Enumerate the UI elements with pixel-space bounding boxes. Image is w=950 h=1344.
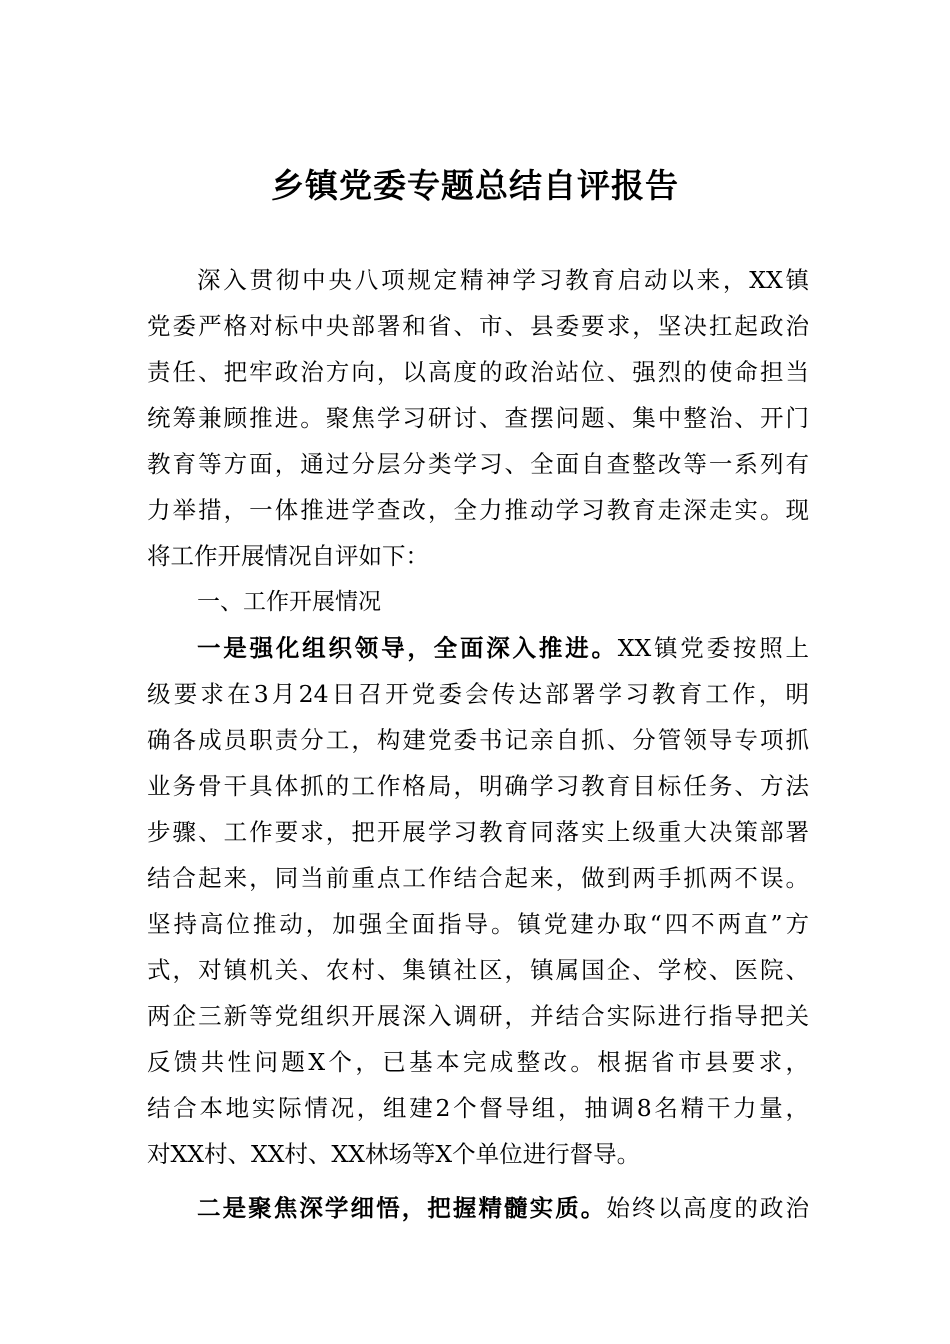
point1-rest: XX镇党委按照上 bbox=[617, 634, 809, 662]
point1-line: 两企三新等党组织开展深入调研，并结合实际进行指导把关 bbox=[147, 1002, 809, 1030]
point1-line: 坚持高位推动，加强全面指导。镇党建办取“四不两直”方 bbox=[147, 910, 809, 938]
point1-line: 反馈共性问题X个，已基本完成整改。根据省市县要求， bbox=[147, 1048, 809, 1076]
point1-first-line bbox=[147, 625, 809, 671]
point1-line: 结合起来，同当前重点工作结合起来，做到两手抓两不误。 bbox=[147, 864, 809, 892]
point1-line: 业务骨干具体抓的工作格局，明确学习教育目标任务、方法 bbox=[147, 772, 809, 800]
intro-line: 教育等方面，通过分层分类学习、全面自查整改等一系列有 bbox=[147, 450, 809, 478]
point1-line: 对XX村、XX村、XX林场等X个单位进行督导。 bbox=[147, 1140, 641, 1168]
point1-line: 步骤、工作要求，把开展学习教育同落实上级重大决策部署 bbox=[147, 818, 809, 846]
document-body bbox=[147, 257, 809, 1231]
intro-line: 力举措，一体推进学查改，全力推动学习教育走深走实。现 bbox=[147, 496, 809, 524]
point1-lead: 一是强化组织领导，全面深入推进。 bbox=[197, 634, 618, 662]
intro-line: 责任、把牢政治方向，以高度的政治站位、强烈的使命担当 bbox=[147, 358, 809, 386]
point1-line: 结合本地实际情况，组建2个督导组，抽调8名精干力量， bbox=[147, 1094, 809, 1122]
document-title: 乡镇党委专题总结自评报告 bbox=[271, 166, 679, 205]
point2-rest: 始终以高度的政治 bbox=[606, 1194, 809, 1222]
point1-line: 级要求在3月24日召开党委会传达部署学习教育工作，明 bbox=[147, 680, 809, 708]
intro-line: 将工作开展情况自评如下： bbox=[147, 542, 429, 570]
point1-line: 式，对镇机关、农村、集镇社区，镇属国企、学校、医院、 bbox=[147, 956, 809, 984]
intro-line: 深入贯彻中央八项规定精神学习教育启动以来，XX镇 bbox=[197, 266, 809, 294]
point2-first-line bbox=[147, 1185, 809, 1231]
intro-line: 党委严格对标中央部署和省、市、县委要求，坚决扛起政治 bbox=[147, 312, 809, 340]
point1-line: 确各成员职责分工，构建党委书记亲自抓、分管领导专项抓 bbox=[147, 726, 809, 754]
point2-lead: 二是聚焦深学细悟，把握精髓实质。 bbox=[197, 1194, 607, 1222]
intro-line: 统筹兼顾推进。聚焦学习研讨、查摆问题、集中整治、开门 bbox=[147, 404, 809, 432]
section-heading: 一、工作开展情况 bbox=[197, 589, 381, 615]
